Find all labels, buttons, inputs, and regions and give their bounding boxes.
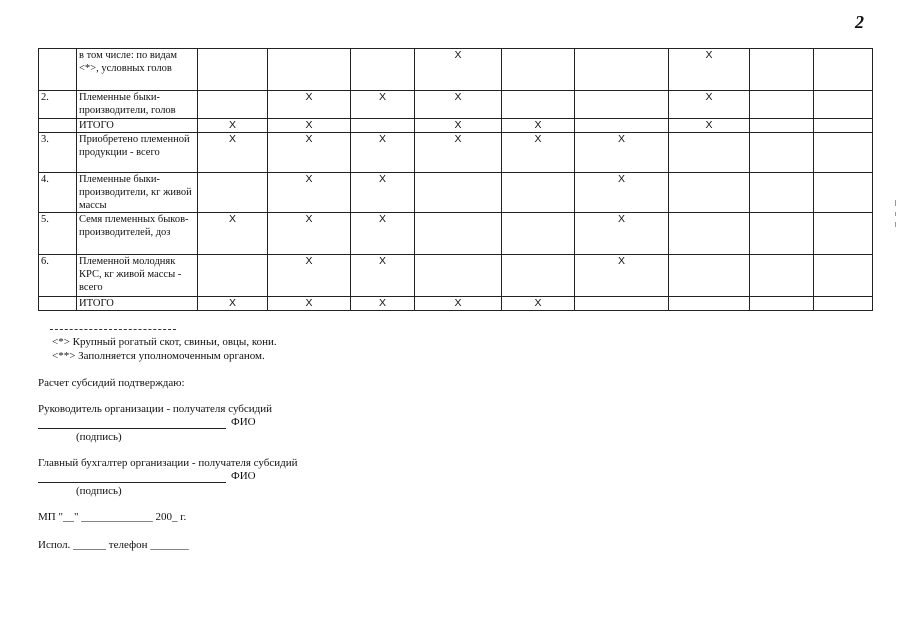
row-label: в том числе: по видам <*>, условных голов [77,49,198,91]
footnote-1: <*> Крупный рогатый скот, свиньи, овцы, кони. [52,336,277,348]
accountant-title: Главный бухгалтер организации - получателя субсидий [38,457,298,469]
stamp-date-line: МП "__" _____________ 200_ г. [38,511,187,523]
mark-cell: X [268,173,351,213]
mark-cell [750,297,814,311]
row-number: 4. [39,173,77,213]
mark-cell: X [351,91,415,119]
mark-cell [750,255,814,297]
mark-cell: X [415,297,502,311]
accountant-fio-label: ФИО [231,470,256,482]
mark-cell [268,49,351,91]
page-number: 2 [855,12,864,32]
margin-mark [895,200,896,206]
mark-cell [814,49,873,91]
row-label: ИТОГО [77,297,198,311]
table-row [39,173,873,213]
row-label: Племенные быки-производители, кг живой массы [77,173,198,213]
accountant-signature-label: (подпись) [76,485,122,497]
confirm-text: Расчет субсидий подтверждаю: [38,377,185,389]
mark-cell: X [415,49,502,91]
mark-cell [669,133,750,173]
mark-cell [814,91,873,119]
mark-cell: X [351,255,415,297]
mark-cell [351,119,415,133]
mark-cell: X [502,119,575,133]
mark-cell [814,255,873,297]
mark-cell [669,297,750,311]
margin-mark [895,222,896,227]
mark-cell: X [575,255,669,297]
mark-cell [198,255,268,297]
mark-cell [750,213,814,255]
mark-cell: X [575,213,669,255]
row-label: Приобретено племенной продукции - всего [77,133,198,173]
mark-cell: X [502,133,575,173]
mark-cell [575,119,669,133]
head-fio-label: ФИО [231,416,256,428]
mark-cell: X [502,297,575,311]
mark-cell [750,133,814,173]
table-row [39,133,873,173]
mark-cell: X [268,133,351,173]
mark-cell: X [351,213,415,255]
mark-cell [198,49,268,91]
head-signature-label: (подпись) [76,431,122,443]
mark-cell [814,133,873,173]
row-number [39,119,77,133]
mark-cell: X [415,119,502,133]
mark-cell: X [198,297,268,311]
mark-cell: X [669,49,750,91]
row-label: Племенные быки-производители, голов [77,91,198,119]
mark-cell [750,91,814,119]
mark-cell [415,213,502,255]
row-number: 6. [39,255,77,297]
mark-cell [814,297,873,311]
mark-cell: X [198,213,268,255]
table-row [39,297,873,311]
mark-cell [575,91,669,119]
table-row [39,49,873,91]
table-row [39,213,873,255]
mark-cell: X [268,297,351,311]
row-label: ИТОГО [77,119,198,133]
executor-phone-line: Испол. ______ телефон _______ [38,539,189,551]
margin-mark [895,212,896,216]
row-number [39,49,77,91]
mark-cell [669,255,750,297]
mark-cell: X [351,173,415,213]
mark-cell [502,255,575,297]
mark-cell: X [415,133,502,173]
mark-cell [814,119,873,133]
mark-cell: X [415,91,502,119]
row-number: 2. [39,91,77,119]
mark-cell [502,49,575,91]
mark-cell [351,49,415,91]
mark-cell [750,173,814,213]
mark-cell [415,173,502,213]
row-label: Племенной молодняк КРС, кг живой массы - всего [77,255,198,297]
row-label: Семя племенных быков-производителей, доз [77,213,198,255]
mark-cell [575,49,669,91]
subsidy-table [38,48,873,311]
mark-cell: X [198,119,268,133]
table-row [39,255,873,297]
mark-cell [814,173,873,213]
mark-cell [750,49,814,91]
mark-cell [502,91,575,119]
mark-cell: X [198,133,268,173]
mark-cell [502,213,575,255]
mark-cell: X [351,133,415,173]
row-number [39,297,77,311]
mark-cell [198,91,268,119]
mark-cell: X [575,173,669,213]
mark-cell [669,173,750,213]
mark-cell [502,173,575,213]
table-row [39,91,873,119]
mark-cell: X [268,91,351,119]
mark-cell [750,119,814,133]
mark-cell: X [575,133,669,173]
mark-cell: X [268,213,351,255]
mark-cell: X [351,297,415,311]
accountant-signature-line [38,482,226,483]
row-number: 3. [39,133,77,173]
mark-cell [575,297,669,311]
mark-cell: X [669,91,750,119]
table-row [39,119,873,133]
mark-cell: X [669,119,750,133]
mark-cell [814,213,873,255]
head-signature-line [38,428,226,429]
mark-cell [198,173,268,213]
footnote-2: <**> Заполняется уполномоченным органом. [52,350,265,362]
mark-cell: X [268,119,351,133]
row-number: 5. [39,213,77,255]
mark-cell [669,213,750,255]
mark-cell [415,255,502,297]
head-title: Руководитель организации - получателя субсидий [38,403,273,415]
footnote-separator [50,329,176,330]
mark-cell: X [268,255,351,297]
